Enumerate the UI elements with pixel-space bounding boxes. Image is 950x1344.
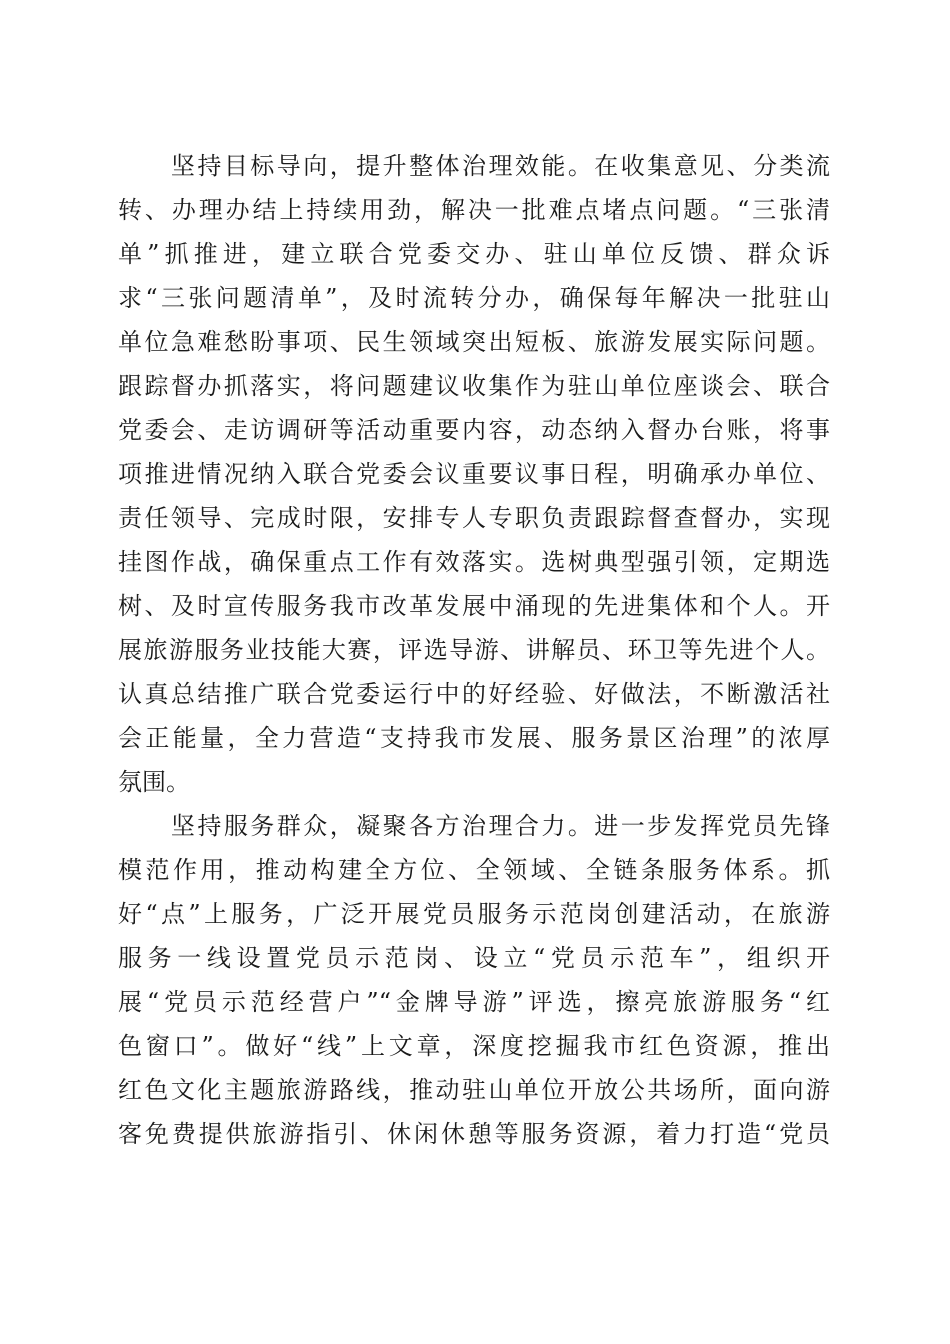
text-line: 挂图作战，确保重点工作有效落实。选树典型强引领，定期选: [118, 548, 830, 576]
text-line: 项推进情况纳入联合党委会议重要议事日程，明确承办单位、: [118, 460, 830, 488]
text-line: 模范作用，推动构建全方位、全领域、全链条服务体系。抓: [118, 856, 830, 884]
text-line: 展旅游服务业技能大赛，评选导游、讲解员、环卫等先进个人。: [118, 636, 830, 664]
text-line: 认真总结推广联合党委运行中的好经验、好做法，不断激活社: [118, 680, 830, 708]
text-line: 单”抓推进，建立联合党委交办、驻山单位反馈、群众诉: [118, 240, 830, 268]
text-line: 展“党员示范经营户”“金牌导游”评选，擦亮旅游服务“红: [118, 988, 830, 1016]
text-line: 转、办理办结上持续用劲，解决一批难点堵点问题。“三张清: [118, 196, 830, 224]
paragraph-goal-orientation: [118, 144, 830, 804]
text-line: 求“三张问题清单”，及时流转分办，确保每年解决一批驻山: [118, 284, 830, 312]
text-line: 党委会、走访调研等活动重要内容，动态纳入督办台账，将事: [118, 416, 830, 444]
text-line: 会正能量，全力营造“支持我市发展、服务景区治理”的浓厚: [118, 724, 830, 752]
text-line: 单位急难愁盼事项、民生领域突出短板、旅游发展实际问题。: [118, 328, 830, 356]
paragraph-serve-masses: [118, 804, 830, 1156]
text-line: 树、及时宣传服务我市改革发展中涌现的先进集体和个人。开: [118, 592, 830, 620]
text-line: 跟踪督办抓落实，将问题建议收集作为驻山单位座谈会、联合: [118, 372, 830, 400]
text-line: 坚持目标导向，提升整体治理效能。在收集意见、分类流: [118, 152, 830, 180]
text-line: 服务一线设置党员示范岗、设立“党员示范车”，组织开: [118, 944, 830, 972]
text-line: 好“点”上服务，广泛开展党员服务示范岗创建活动，在旅游: [118, 900, 830, 928]
text-line: 坚持服务群众，凝聚各方治理合力。进一步发挥党员先锋: [118, 812, 830, 840]
text-line: 责任领导、完成时限，安排专人专职负责跟踪督查督办，实现: [118, 504, 830, 532]
document-body: [118, 144, 830, 1156]
text-line: 色窗口”。做好“线”上文章，深度挖掘我市红色资源，推出: [118, 1032, 830, 1060]
text-line: 氛围。: [118, 768, 190, 796]
text-line: 红色文化主题旅游路线，推动驻山单位开放公共场所，面向游: [118, 1076, 830, 1104]
text-line: 客免费提供旅游指引、休闲休憩等服务资源，着力打造“党员: [118, 1120, 830, 1148]
